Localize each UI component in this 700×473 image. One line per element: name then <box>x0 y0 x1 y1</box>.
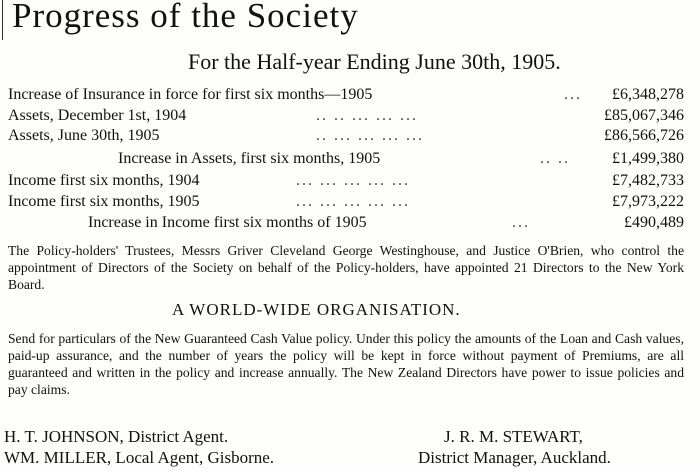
stat-label: Assets, December 1st, 1904 <box>8 107 187 124</box>
local-agent-signature: WM. MILLER, Local Agent, Gisborne. <box>4 448 275 467</box>
subheading: For the Half-year Ending June 30th, 1905. <box>188 49 561 74</box>
district-manager-title: District Manager, Auckland. <box>418 448 611 467</box>
stat-row <box>88 214 684 236</box>
dot-leader: .. ... ... ... ... <box>316 127 424 144</box>
stat-label: Increase in Assets, first six months, 1905 <box>118 150 381 167</box>
stat-row <box>8 86 684 108</box>
district-manager-name: J. R. M. STEWART, <box>444 427 583 446</box>
stat-value: £86,566,726 <box>604 127 684 144</box>
stat-value: £7,973,222 <box>612 193 684 210</box>
stat-label: Increase in Income first six months of 1905 <box>88 214 367 231</box>
stat-label: Income first six months, 1904 <box>8 172 200 189</box>
stat-label: Increase of Insurance in force for first six months—1905 <box>8 86 373 103</box>
dot-leader: .. .. ... ... ... <box>316 107 418 124</box>
stat-label: Income first six months, 1905 <box>8 193 200 210</box>
stat-row <box>118 150 684 172</box>
stat-label: Assets, June 30th, 1905 <box>8 127 160 144</box>
left-rule <box>2 0 3 40</box>
page-title: Progress of the Society <box>12 0 359 35</box>
policy-paragraph: Send for particulars of the New Guaranteed Cash Value policy. Under this policy the amounts of the Loan and Cash values, paid-up assurance, and the number of years the policy will be kept in force without payment of Premiums, are all guaranteed and written in the policy and increase annually. The New Zealand Directors have power to issue policies and pay claims. <box>8 331 684 397</box>
stat-value: £85,067,346 <box>604 107 684 124</box>
dot-leader: .. .. <box>540 150 570 167</box>
stat-value: £7,482,733 <box>612 172 684 189</box>
stat-row <box>8 107 684 129</box>
section-title: A WORLD-WIDE ORGANISATION. <box>172 300 461 319</box>
stat-value: £1,499,380 <box>612 150 684 167</box>
stat-row <box>8 193 684 215</box>
stat-value: £490,489 <box>624 214 684 231</box>
dot-leader: ... <box>564 86 582 103</box>
dot-leader: ... <box>512 214 530 231</box>
stat-row <box>8 172 684 194</box>
district-agent-signature: H. T. JOHNSON, District Agent. <box>4 427 229 446</box>
stat-row <box>8 127 684 149</box>
dot-leader: ... ... ... ... ... <box>296 172 410 189</box>
dot-leader: ... ... ... ... ... <box>296 193 410 210</box>
trustees-paragraph: The Policy-holders' Trustees, Messrs Griver Cleveland George Westinghouse, and Justice O'Brien, who control the appointment of Directors of the Society on behalf of the Policy-holders, have appointed 21 Directors to the New York Board. <box>8 243 684 292</box>
stat-value: £6,348,278 <box>612 86 684 103</box>
